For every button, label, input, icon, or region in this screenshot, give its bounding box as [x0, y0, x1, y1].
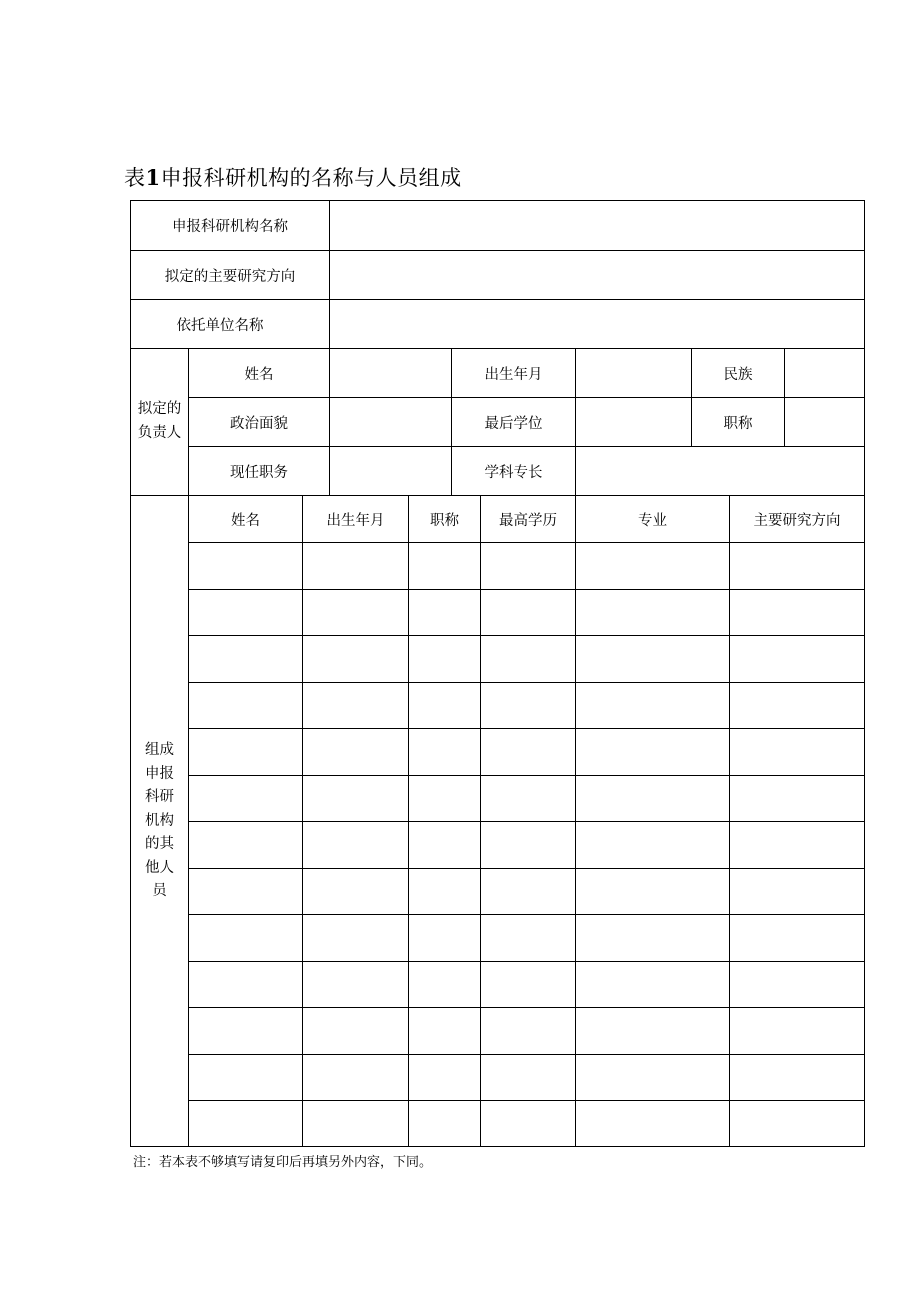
research-direction-label: 拟定的主要研究方向	[164, 268, 296, 285]
member-cell[interactable]	[576, 729, 729, 775]
leader-section-label	[131, 398, 188, 445]
member-cell[interactable]	[303, 776, 408, 821]
member-cell[interactable]	[730, 1055, 864, 1100]
member-cell[interactable]	[303, 869, 408, 914]
leader-title-field[interactable]	[785, 398, 864, 446]
member-cell[interactable]	[576, 683, 729, 728]
leader-degree-field[interactable]	[576, 398, 691, 446]
member-cell[interactable]	[409, 822, 480, 868]
member-cell[interactable]	[303, 683, 408, 728]
member-cell[interactable]	[409, 776, 480, 821]
member-cell[interactable]	[730, 683, 864, 728]
leader-birth-label: 出生年月	[484, 366, 543, 383]
table-title	[124, 162, 462, 192]
member-cell[interactable]	[189, 1101, 302, 1146]
member-cell[interactable]	[481, 962, 575, 1007]
member-cell[interactable]	[303, 915, 408, 961]
leader-position-field[interactable]	[330, 447, 451, 495]
leader-ethnicity-label: 民族	[723, 366, 753, 383]
member-header-name: 姓名	[231, 512, 260, 529]
member-header-major: 专业	[638, 512, 667, 529]
member-cell[interactable]	[481, 729, 575, 775]
member-cell[interactable]	[576, 636, 729, 682]
member-cell[interactable]	[481, 1008, 575, 1054]
member-cell[interactable]	[303, 729, 408, 775]
institution-name-field[interactable]	[330, 201, 864, 250]
member-cell[interactable]	[730, 822, 864, 868]
member-cell[interactable]	[576, 1008, 729, 1054]
member-cell[interactable]	[576, 915, 729, 961]
member-cell[interactable]	[303, 1055, 408, 1100]
member-cell[interactable]	[730, 1101, 864, 1146]
member-cell[interactable]	[576, 776, 729, 821]
member-cell[interactable]	[481, 1055, 575, 1100]
member-cell[interactable]	[481, 590, 575, 635]
member-cell[interactable]	[730, 962, 864, 1007]
member-cell[interactable]	[481, 543, 575, 589]
member-cell[interactable]	[481, 776, 575, 821]
leader-specialty-field[interactable]	[576, 447, 864, 495]
leader-political-field[interactable]	[330, 398, 451, 446]
member-cell[interactable]	[730, 543, 864, 589]
member-cell[interactable]	[409, 683, 480, 728]
member-cell[interactable]	[481, 869, 575, 914]
member-cell[interactable]	[481, 636, 575, 682]
member-cell[interactable]	[576, 1101, 729, 1146]
application-form	[130, 200, 865, 1147]
member-cell[interactable]	[189, 543, 302, 589]
member-cell[interactable]	[303, 962, 408, 1007]
member-cell[interactable]	[189, 822, 302, 868]
leader-title-label: 职称	[723, 415, 753, 432]
leader-birth-field[interactable]	[576, 349, 691, 397]
member-cell[interactable]	[189, 869, 302, 914]
member-cell[interactable]	[409, 590, 480, 635]
member-cell[interactable]	[576, 962, 729, 1007]
leader-degree-label: 最后学位	[484, 415, 543, 432]
member-cell[interactable]	[576, 869, 729, 914]
member-cell[interactable]	[189, 729, 302, 775]
member-cell[interactable]	[409, 1008, 480, 1054]
member-cell[interactable]	[303, 543, 408, 589]
host-unit-field[interactable]	[330, 300, 864, 348]
member-cell[interactable]	[576, 543, 729, 589]
member-cell[interactable]	[481, 683, 575, 728]
member-cell[interactable]	[409, 543, 480, 589]
member-cell[interactable]	[730, 1008, 864, 1054]
member-cell[interactable]	[409, 869, 480, 914]
member-cell[interactable]	[303, 590, 408, 635]
member-cell[interactable]	[576, 822, 729, 868]
leader-name-field[interactable]	[330, 349, 451, 397]
member-cell[interactable]	[730, 636, 864, 682]
member-cell[interactable]	[409, 1101, 480, 1146]
member-cell[interactable]	[189, 776, 302, 821]
member-cell[interactable]	[409, 636, 480, 682]
leader-ethnicity-field[interactable]	[785, 349, 864, 397]
member-cell[interactable]	[409, 915, 480, 961]
member-cell[interactable]	[481, 915, 575, 961]
member-header-education: 最高学历	[499, 512, 557, 529]
leader-specialty-label: 学科专长	[484, 464, 543, 481]
member-cell[interactable]	[409, 729, 480, 775]
member-cell[interactable]	[730, 590, 864, 635]
member-header-birth: 出生年月	[326, 512, 385, 529]
title-prefix: 表	[124, 166, 146, 190]
member-header-direction: 主要研究方向	[753, 512, 841, 529]
member-cell[interactable]	[189, 590, 302, 635]
member-header-title: 职称	[430, 512, 459, 529]
members-section-label	[131, 739, 188, 904]
members-label-text: 组成申报科研机构的其他人员	[145, 742, 174, 899]
member-cell[interactable]	[303, 1101, 408, 1146]
member-cell[interactable]	[303, 636, 408, 682]
member-cell[interactable]	[189, 915, 302, 961]
member-cell[interactable]	[303, 1008, 408, 1054]
leader-political-label: 政治面貌	[230, 415, 288, 432]
member-cell[interactable]	[481, 822, 575, 868]
research-direction-field[interactable]	[330, 251, 864, 299]
member-cell[interactable]	[730, 776, 864, 821]
institution-name-label: 申报科研机构名称	[172, 219, 288, 235]
footnote: 注：若本表不够填写请复印后再填另外内容，下同。	[133, 1155, 433, 1170]
member-cell[interactable]	[730, 915, 864, 961]
title-number: 1	[145, 165, 161, 190]
host-unit-label: 依托单位名称	[176, 317, 264, 334]
leader-label-text: 拟定的负责人	[137, 401, 182, 441]
member-cell[interactable]	[303, 822, 408, 868]
member-cell[interactable]	[189, 1008, 302, 1054]
member-cell[interactable]	[576, 590, 729, 635]
member-cell[interactable]	[730, 729, 864, 775]
member-cell[interactable]	[730, 869, 864, 914]
member-cell[interactable]	[409, 1055, 480, 1100]
member-cell[interactable]	[481, 1101, 575, 1146]
member-cell[interactable]	[189, 962, 302, 1007]
member-cell[interactable]	[189, 636, 302, 682]
leader-position-label: 现任职务	[230, 464, 288, 481]
title-text: 申报科研机构的名称与人员组成	[160, 166, 462, 190]
member-cell[interactable]	[189, 683, 302, 728]
member-cell[interactable]	[409, 962, 480, 1007]
leader-name-label: 姓名	[244, 366, 274, 383]
member-cell[interactable]	[576, 1055, 729, 1100]
member-cell[interactable]	[189, 1055, 302, 1100]
